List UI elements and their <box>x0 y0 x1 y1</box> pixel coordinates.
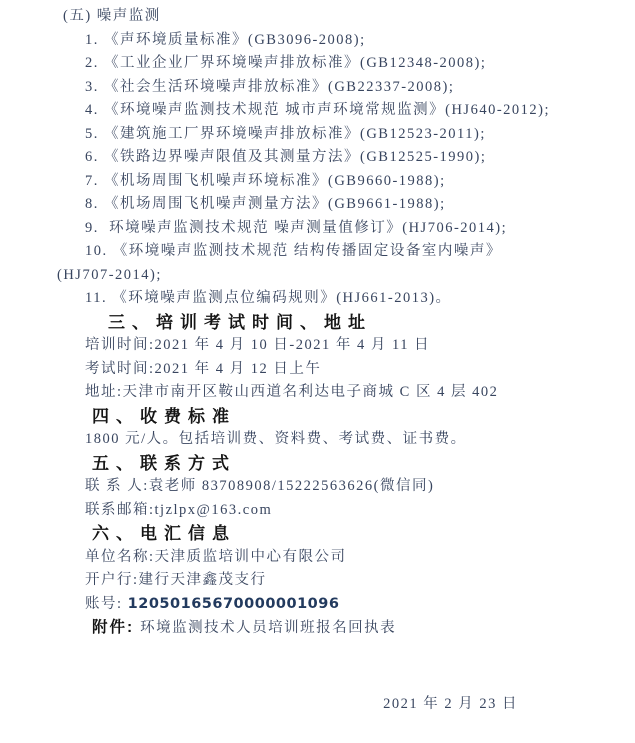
standard-item-5: 5. 《建筑施工厂界环境噪声排放标准》(GB12523-2011); <box>85 125 486 142</box>
exam-time-line: 考试时间:2021 年 4 月 12 日上午 <box>85 360 322 377</box>
account-number-line-value: 12050165670000001096 <box>127 595 340 612</box>
contact-person-line: 联 系 人:袁老师 83708908/15222563626(微信同) <box>85 478 435 494</box>
standard-item-10: 10. 《环境噪声监测技术规范 结构传播固定设备室内噪声》 <box>85 243 502 259</box>
training-time-line: 培训时间:2021 年 4 月 10 日-2021 年 4 月 11 日 <box>85 337 431 353</box>
address-line: 地址:天津市南开区鞍山西道名利达电子商城 C 区 4 层 402 <box>85 384 499 400</box>
standard-item-1: 1. 《声环境质量标准》(GB3096-2008); <box>85 31 366 48</box>
standard-item-7: 7. 《机场周围飞机噪声环境标准》(GB9660-1988); <box>85 172 446 189</box>
standard-item-6: 6. 《铁路边界噪声限值及其测量方法》(GB12525-1990); <box>85 149 487 165</box>
section-heading-6: 六、电汇信息 <box>92 524 236 543</box>
standard-item-4: 4. 《环境噪声监测技术规范 城市声环境常规监测》(HJ640-2012); <box>85 102 551 118</box>
attachment-line-value: 环境监测技术人员培训班报名回执表 <box>140 620 397 636</box>
standard-item-9: 9. 环境噪声监测技术规范 噪声测量值修订》(HJ706-2014); <box>85 219 508 236</box>
standard-item-8: 8. 《机场周围飞机噪声测量方法》(GB9661-1988); <box>85 196 446 212</box>
attachment-line <box>0 616 635 640</box>
standard-item-10-continuation: (HJ707-2014); <box>57 266 162 283</box>
fee-line: 1800 元/人。包括培训费、资料费、考试费、证书费。 <box>85 431 467 447</box>
account-number-line-label: 账号: <box>85 595 128 612</box>
subsection-heading-noise-monitoring: (五) 噪声监测 <box>63 8 161 24</box>
account-number-line <box>0 593 635 617</box>
standard-item-11: 11. 《环境噪声监测点位编码规则》(HJ661-2013)。 <box>85 290 452 306</box>
section-heading-5: 五、联系方式 <box>92 453 236 473</box>
contact-email-line: 联系邮箱:tjzlpx@163.com <box>85 501 273 518</box>
section-heading-4: 四、收费标准 <box>92 406 236 426</box>
standard-item-2: 2. 《工业企业厂界环境噪声排放标准》(GB12348-2008); <box>85 55 487 71</box>
section-heading-3: 三、培训考试时间、地址 <box>108 312 372 332</box>
bank-line: 开户行:建行天津鑫茂支行 <box>85 572 267 588</box>
document-date: 2021 年 2 月 23 日 <box>383 695 518 712</box>
attachment-line-label: 附件: <box>92 619 135 636</box>
standard-item-3: 3. 《社会生活环境噪声排放标准》(GB22337-2008); <box>85 78 455 95</box>
company-name-line: 单位名称:天津质监培训中心有限公司 <box>85 548 347 565</box>
